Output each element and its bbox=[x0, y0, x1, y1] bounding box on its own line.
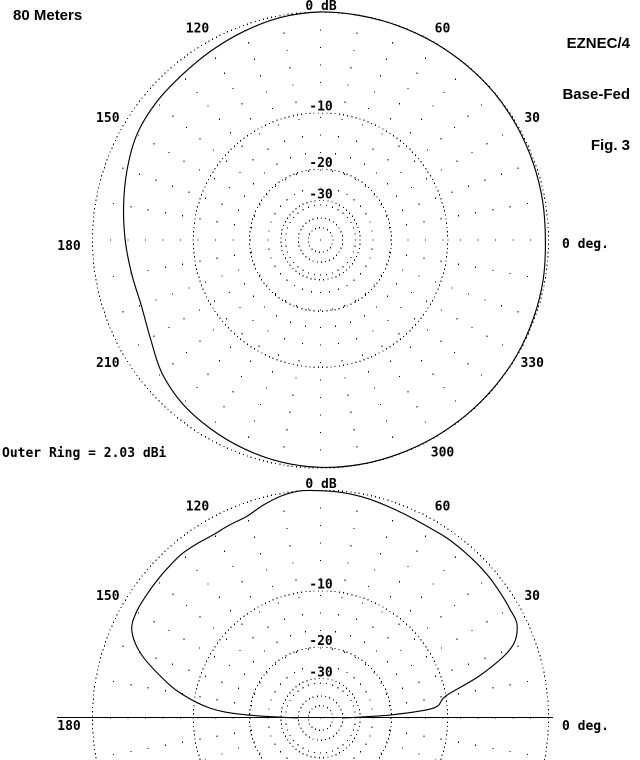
azimuth-pattern-angle-label-210: 210 bbox=[96, 356, 120, 371]
azimuth-pattern-angle-label-180: 180 bbox=[57, 239, 81, 254]
elevation-pattern-grid-dots bbox=[92, 490, 549, 760]
elevation-pattern-db-label--10: -10 bbox=[309, 577, 333, 593]
elevation-pattern-db-label--30: -30 bbox=[309, 665, 333, 681]
elevation-pattern-label-backgrounds bbox=[56, 477, 610, 732]
azimuth-pattern-angle-label-30: 30 bbox=[524, 111, 541, 126]
azimuth-pattern-labels bbox=[57, 0, 609, 461]
azimuth-pattern-grid-dots bbox=[92, 12, 549, 468]
azimuth-pattern-angle-label-330: 330 bbox=[520, 356, 544, 371]
antenna-name: Base-Fed bbox=[562, 86, 630, 103]
azimuth-pattern-db-label--30: -30 bbox=[309, 187, 333, 203]
azimuth-pattern-angle-label-300: 300 bbox=[430, 445, 455, 461]
elevation-pattern-angle-label-30: 30 bbox=[524, 589, 541, 604]
elevation-pattern-angle-label-120: 120 bbox=[185, 499, 210, 515]
figure-label: Fig. 3 bbox=[590, 137, 630, 154]
azimuth-pattern-label-backgrounds bbox=[56, 0, 610, 459]
elevation-pattern-angle-label-150: 150 bbox=[96, 589, 120, 604]
elevation-pattern-plot bbox=[56, 477, 610, 760]
azimuth-pattern-plot bbox=[56, 0, 610, 468]
azimuth-pattern-angle-label-150: 150 bbox=[96, 111, 120, 126]
band-title: 80 Meters bbox=[13, 7, 83, 24]
azimuth-pattern-db-label--20: -20 bbox=[309, 155, 333, 171]
azimuth-pattern-angle-label-60: 60 bbox=[434, 21, 451, 37]
program-name: EZNEC/4 bbox=[566, 35, 630, 52]
elevation-pattern-db-label--20: -20 bbox=[309, 633, 333, 649]
azimuth-pattern-angle-label-0: 0 deg. bbox=[562, 237, 609, 252]
elevation-pattern-angle-label-180: 180 bbox=[57, 719, 81, 734]
elevation-pattern-db-label-0: 0 dB bbox=[305, 477, 337, 492]
azimuth-pattern-db-label-0: 0 dB bbox=[305, 0, 337, 14]
elevation-pattern-angle-label-60: 60 bbox=[434, 499, 451, 515]
elevation-pattern-angle-label-0: 0 deg. bbox=[562, 719, 609, 734]
azimuth-pattern-trace bbox=[124, 12, 546, 467]
azimuth-pattern-db-label--10: -10 bbox=[309, 99, 333, 115]
elevation-pattern-trace bbox=[132, 490, 518, 718]
azimuth-pattern-angle-label-120: 120 bbox=[185, 21, 210, 37]
outer-ring-note: Outer Ring = 2.03 dBi bbox=[2, 446, 167, 461]
